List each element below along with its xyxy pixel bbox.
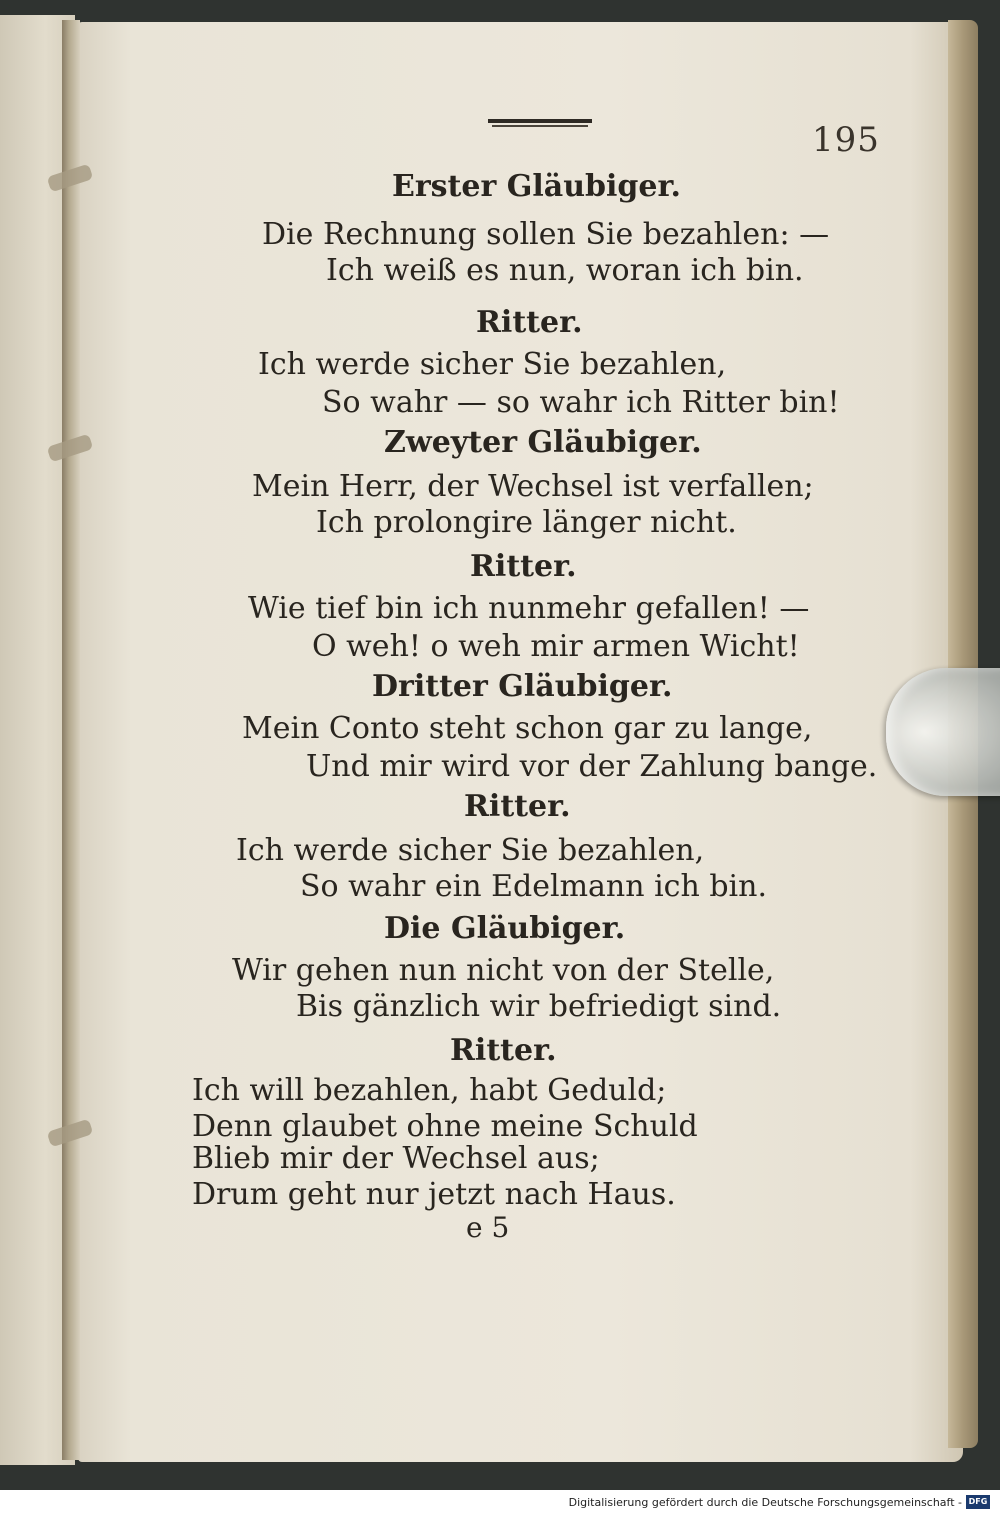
verse-line: So wahr ein Edelmann ich bin. xyxy=(300,869,767,904)
verse-line: Mein Conto steht schon gar zu lange, xyxy=(242,711,813,746)
speaker-heading: Ritter. xyxy=(476,305,583,340)
verse-line: So wahr — so wahr ich Ritter bin! xyxy=(322,385,840,420)
speaker-heading: Erster Gläubiger. xyxy=(392,169,681,204)
footer-credit: Digitalisierung gefördert durch die Deutsche Forschungsgemeinschaft - xyxy=(568,1496,962,1509)
speaker-heading: Ritter. xyxy=(470,549,577,584)
verse-line: Mein Herr, der Wechsel ist verfallen; xyxy=(252,469,814,504)
verse-line: Wir gehen nun nicht von der Stelle, xyxy=(232,953,775,988)
speaker-heading: Ritter. xyxy=(450,1033,557,1068)
page-clip xyxy=(886,668,1000,796)
verse-line: Bis gänzlich wir befriedigt sind. xyxy=(296,989,782,1024)
speaker-heading: Die Gläubiger. xyxy=(384,911,626,946)
speaker-heading: Dritter Gläubiger. xyxy=(372,669,673,704)
verse-line: O weh! o weh mir armen Wicht! xyxy=(312,629,800,664)
verse-line: Drum geht nur jetzt nach Haus. xyxy=(192,1177,676,1212)
verse-line: Ich will bezahlen, habt Geduld; xyxy=(192,1073,667,1108)
speaker-heading: Ritter. xyxy=(464,789,571,824)
verse-line: Ich werde sicher Sie bezahlen, xyxy=(258,347,727,382)
dfg-logo: DFG xyxy=(966,1495,990,1509)
verse-line: Ich werde sicher Sie bezahlen, xyxy=(236,833,705,868)
book-gutter xyxy=(62,20,80,1460)
verse-line: Und mir wird vor der Zahlung bange. xyxy=(306,749,878,784)
verse-line: Die Rechnung sollen Sie bezahlen: — xyxy=(262,217,830,252)
verse-line: Ich weiß es nun, woran ich bin. xyxy=(326,253,804,288)
verse-line: Ich prolongire länger nicht. xyxy=(316,505,737,540)
verse-line: Denn glaubet ohne meine Schuld xyxy=(192,1109,698,1144)
header-ornament xyxy=(488,119,592,129)
verse-line: Blieb mir der Wechsel aus; xyxy=(192,1141,600,1176)
signature-mark: e 5 xyxy=(466,1211,510,1244)
verse-line: Wie tief bin ich nunmehr gefallen! — xyxy=(248,591,810,626)
page-number: 195 xyxy=(812,120,880,160)
speaker-heading: Zweyter Gläubiger. xyxy=(384,425,702,460)
